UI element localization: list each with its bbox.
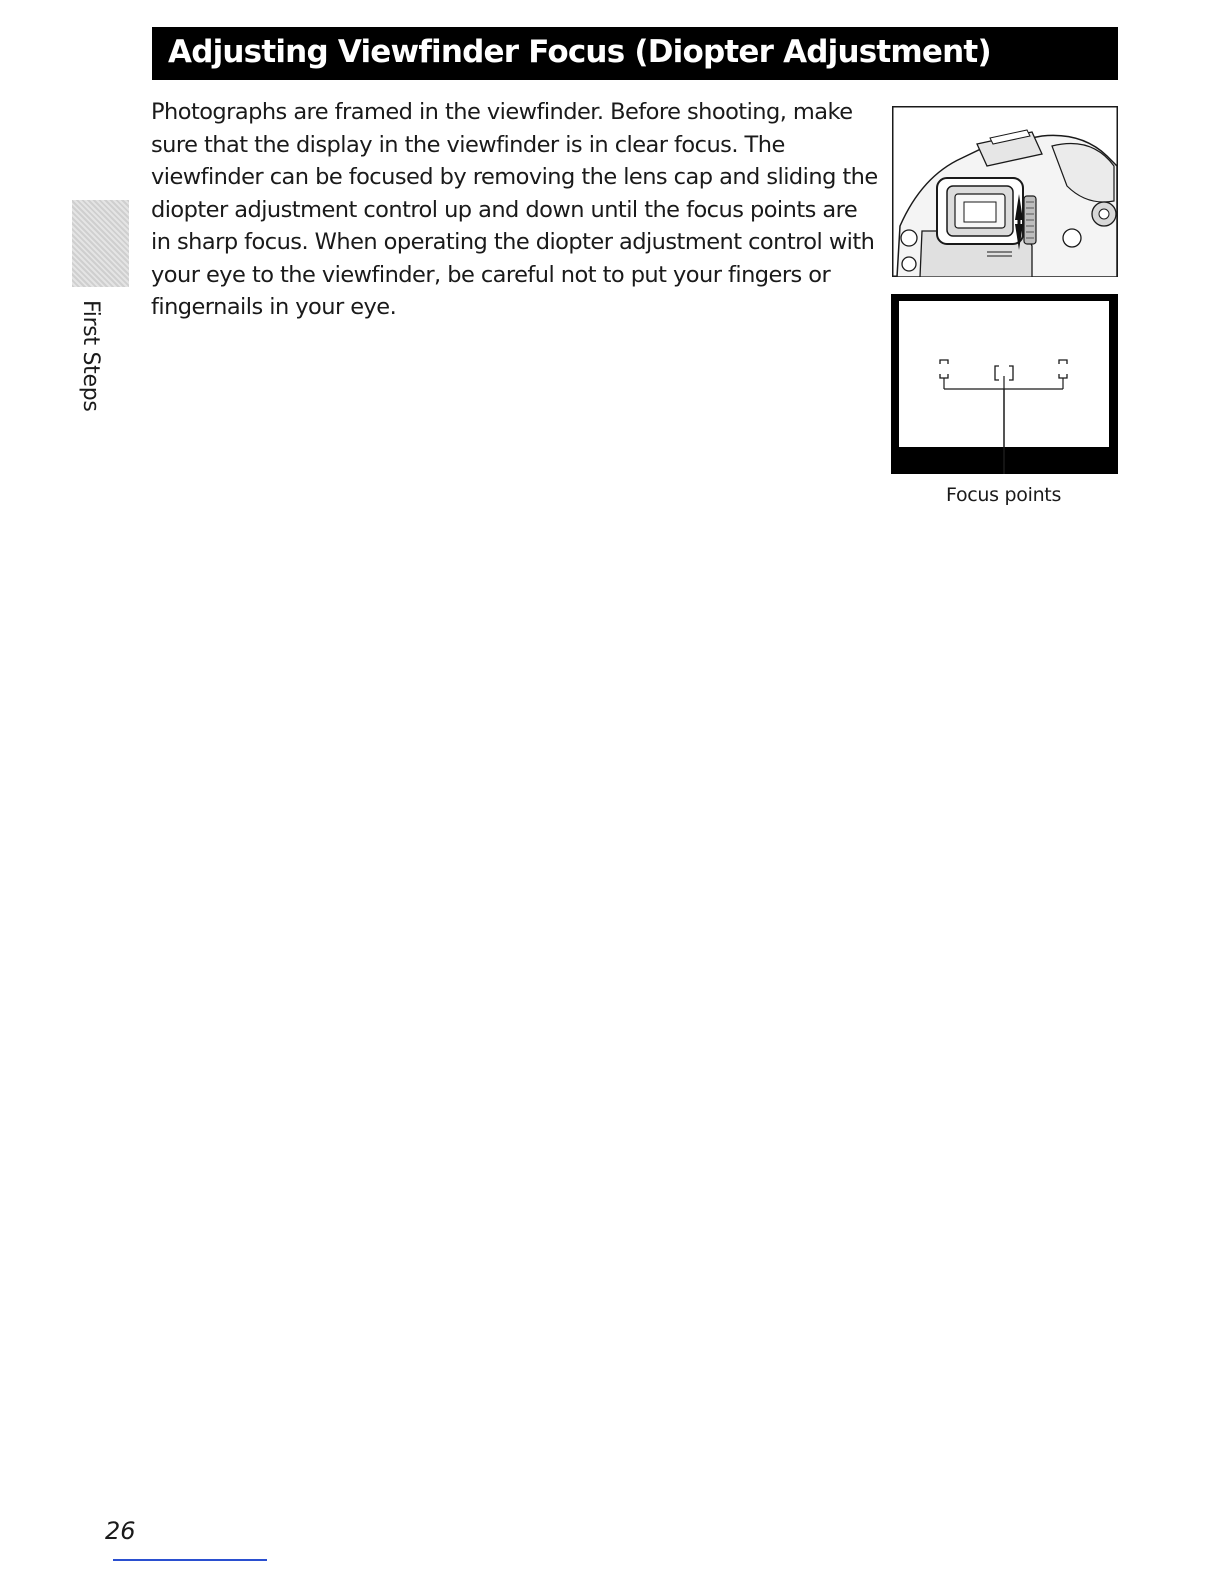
instruction-paragraph: Photographs are framed in the viewfinder. Before shooting, make sure that the display in the viewfinder is in clear focus. The viewfinder can be focused by removing the lens cap and sliding the diopter adjustment control up and down until the focus points are in sharp focus. When operating the diopter adjustment control with your eye to the viewfinder, be careful not to put your fingers or fingernails in your eye. (151, 99, 878, 320)
focus-points-caption: Focus points (946, 484, 1062, 506)
viewfinder-display-illustration (891, 294, 1118, 474)
chapter-tab-marker (72, 200, 129, 287)
section-title: Adjusting Viewfinder Focus (Diopter Adjustment) (168, 34, 991, 70)
camera-diopter-illustration (892, 106, 1118, 277)
page-number: 26 (105, 1517, 136, 1545)
section-title-bar (152, 27, 1118, 80)
chapter-tab-label: First Steps (78, 300, 103, 412)
footer-rule (113, 1559, 267, 1561)
